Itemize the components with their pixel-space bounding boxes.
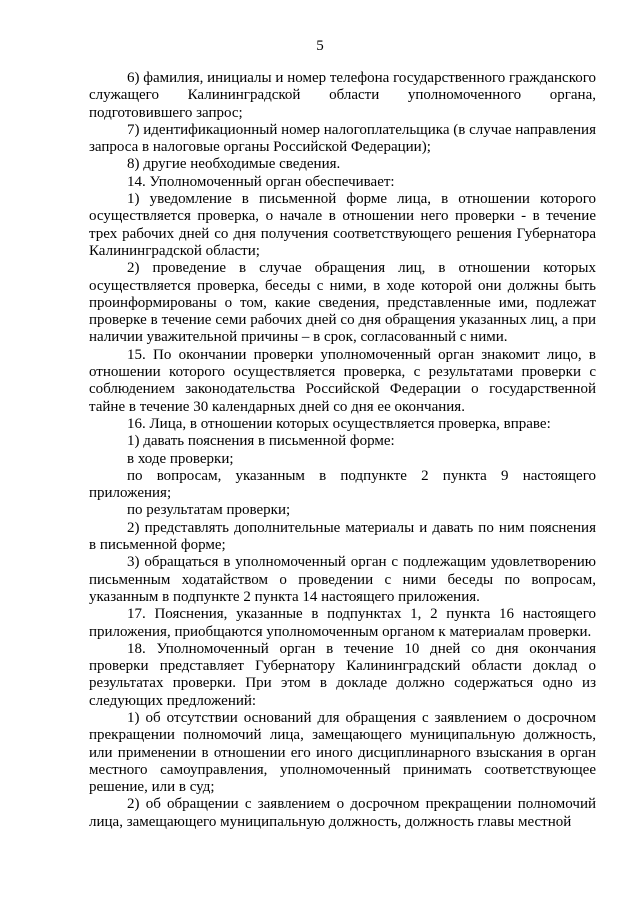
section-16-subitem-during: в ходе проверки; xyxy=(127,450,234,467)
item-6-paragraph: 6) фамилия, инициалы и номер телефона государственного гражданского служащего Калининградской области уполномоченного органа, подготовившего запрос; xyxy=(89,70,596,121)
section-16-heading: 16. Лица, в отношении которых осуществляется проверка, вправе: xyxy=(127,415,551,432)
section-18-item-2: 2) об обращении с заявлением о досрочном прекращении полномочий лица, замещающего муниципальную должность, должность главы местной xyxy=(89,796,596,830)
section-17-paragraph: 17. Пояснения, указанные в подпунктах 1, 2 пункта 16 настоящего приложения, приобщаются уполномоченным органом к материалам проверки. xyxy=(89,606,596,640)
section-15-paragraph: 15. По окончании проверки уполномоченный орган знакомит лицо, в отношении которого осуществляется проверка, с результатами проверки с соблюдением законодательства Российской Федерации о государственной тайне в течение 30 календарных дней со дня ее окончания. xyxy=(89,346,596,415)
item-7-paragraph: 7) идентификационный номер налогоплательщика (в случае направления запроса в налоговые органы Российской Федерации); xyxy=(89,121,596,156)
page-number: 5 xyxy=(316,38,324,54)
item-8-paragraph: 8) другие необходимые сведения. xyxy=(127,156,341,173)
section-18-item-1: 1) об отсутствии оснований для обращения с заявлением о досрочном прекращении полномочий лица, замещающего муниципальную должность, или применении в отношении его иного дисциплинарного взыскания в орган местного самоуправления, уполномоченный принимать соответствующее решение, или в суд; xyxy=(89,709,596,796)
section-16-item-1: 1) давать пояснения в письменной форме: xyxy=(127,433,395,450)
section-16-subitem-questions: по вопросам, указанным в подпункте 2 пункта 9 настоящего приложения; xyxy=(89,467,596,502)
document-body xyxy=(89,70,596,831)
section-16-subitem-results: по результатам проверки; xyxy=(127,502,291,519)
section-14-heading: 14. Уполномоченный орган обеспечивает: xyxy=(127,173,395,190)
section-16-item-2: 2) представлять дополнительные материалы и давать по ним пояснения в письменной форме; xyxy=(89,519,596,554)
section-16-item-3: 3) обращаться в уполномоченный орган с подлежащим удовлетворению письменным ходатайством о проведении с ними беседы по вопросам, указанным в подпункте 2 пункта 14 настоящего приложения. xyxy=(89,554,596,605)
section-14-item-2: 2) проведение в случае обращения лиц, в отношении которых осуществляется проверка, беседы с ними, в ходе которой они должны быть проинформированы о том, какие сведения, представленные ими, подлежат проверке в течение семи рабочих дней со дня обращения указанных лиц, а при наличии уважительной причины – в срок, согласованный с ними. xyxy=(89,260,596,346)
section-14-item-1: 1) уведомление в письменной форме лица, в отношении которого осуществляется проверка, о начале в отношении него проверки - в течение трех рабочих дней со дня получения соответствующего решения Губернатора Калининградской области; xyxy=(89,191,596,259)
section-18-paragraph: 18. Уполномоченный орган в течение 10 дней со дня окончания проверки представляет Губернатору Калининградский области доклад о результатах проверки. При этом в докладе должно содержаться одно из следующих предложений: xyxy=(89,640,596,709)
